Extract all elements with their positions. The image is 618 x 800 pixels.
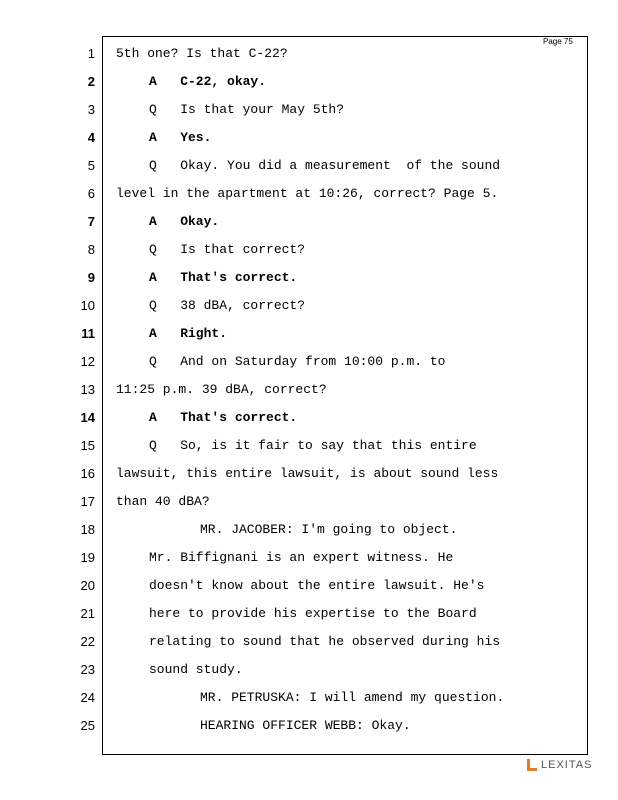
transcript-line-text: Q Is that correct? — [149, 242, 306, 257]
transcript-line-text: A Yes. — [149, 130, 212, 145]
lexitas-logo-text: LEXITAS — [541, 759, 593, 771]
line-number: 8 — [87, 242, 95, 257]
page-number: 75 — [563, 37, 573, 46]
transcript-line-text: 5th one? Is that C-22? — [116, 46, 288, 61]
transcript-line-text: A Okay. — [149, 214, 220, 229]
transcript-line-text: MR. JACOBER: I'm going to object. — [200, 522, 458, 537]
transcript-line-text: Q So, is it fair to say that this entire — [149, 438, 477, 453]
line-number: 5 — [87, 158, 95, 173]
line-number: 1 — [87, 46, 95, 61]
transcript-line-text: level in the apartment at 10:26, correct? Page 5. — [116, 186, 499, 201]
transcript-line-text: A C-22, okay. — [149, 74, 267, 89]
line-number: 15 — [80, 438, 95, 453]
transcript-line-text: Q 38 dBA, correct? — [149, 298, 306, 313]
line-number: 6 — [87, 186, 95, 201]
transcript-line-text: HEARING OFFICER WEBB: Okay. — [200, 718, 411, 733]
line-number: 12 — [80, 354, 95, 369]
transcript-line-text: than 40 dBA? — [116, 494, 210, 509]
line-number: 10 — [80, 298, 95, 313]
lexitas-logo-icon — [526, 758, 538, 772]
transcript-line-text: lawsuit, this entire lawsuit, is about sound less — [116, 466, 499, 481]
line-number: 24 — [80, 690, 95, 705]
transcript-line-text: A Right. — [149, 326, 228, 341]
line-number: 18 — [80, 522, 95, 537]
transcript-line-text: doesn't know about the entire lawsuit. He's — [149, 578, 485, 593]
transcript-line-text: 11:25 p.m. 39 dBA, correct? — [116, 382, 327, 397]
transcript-line-text: Q Is that your May 5th? — [149, 102, 345, 117]
line-number: 20 — [80, 578, 95, 593]
line-number: 23 — [80, 662, 95, 677]
line-number: 2 — [87, 74, 95, 89]
transcript-line-text: Q And on Saturday from 10:00 p.m. to — [149, 354, 446, 369]
transcript-line-text: relating to sound that he observed during his — [149, 634, 501, 649]
line-number: 14 — [80, 410, 95, 425]
line-number: 9 — [87, 270, 95, 285]
line-number: 11 — [81, 326, 95, 341]
line-number: 16 — [80, 466, 95, 481]
transcript-line-text: A That's correct. — [149, 270, 298, 285]
line-number: 22 — [80, 634, 95, 649]
line-number: 4 — [87, 130, 95, 145]
lexitas-logo — [526, 758, 592, 772]
transcript-line-text: MR. PETRUSKA: I will amend my question. — [200, 690, 505, 705]
line-number: 25 — [80, 718, 95, 733]
transcript-line-text: here to provide his expertise to the Board — [149, 606, 477, 621]
line-number: 7 — [87, 214, 95, 229]
line-number: 13 — [80, 382, 95, 397]
page-label-text: Page — [543, 37, 562, 46]
transcript-line-text: sound study. — [149, 662, 243, 677]
line-number: 3 — [87, 102, 95, 117]
line-number: 17 — [80, 494, 95, 509]
transcript-line-text: A That's correct. — [149, 410, 298, 425]
line-number: 21 — [80, 606, 95, 621]
transcript-line-text: Q Okay. You did a measurement of the sound — [149, 158, 501, 173]
line-number: 19 — [80, 550, 95, 565]
transcript-line-text: Mr. Biffignani is an expert witness. He — [149, 550, 454, 565]
